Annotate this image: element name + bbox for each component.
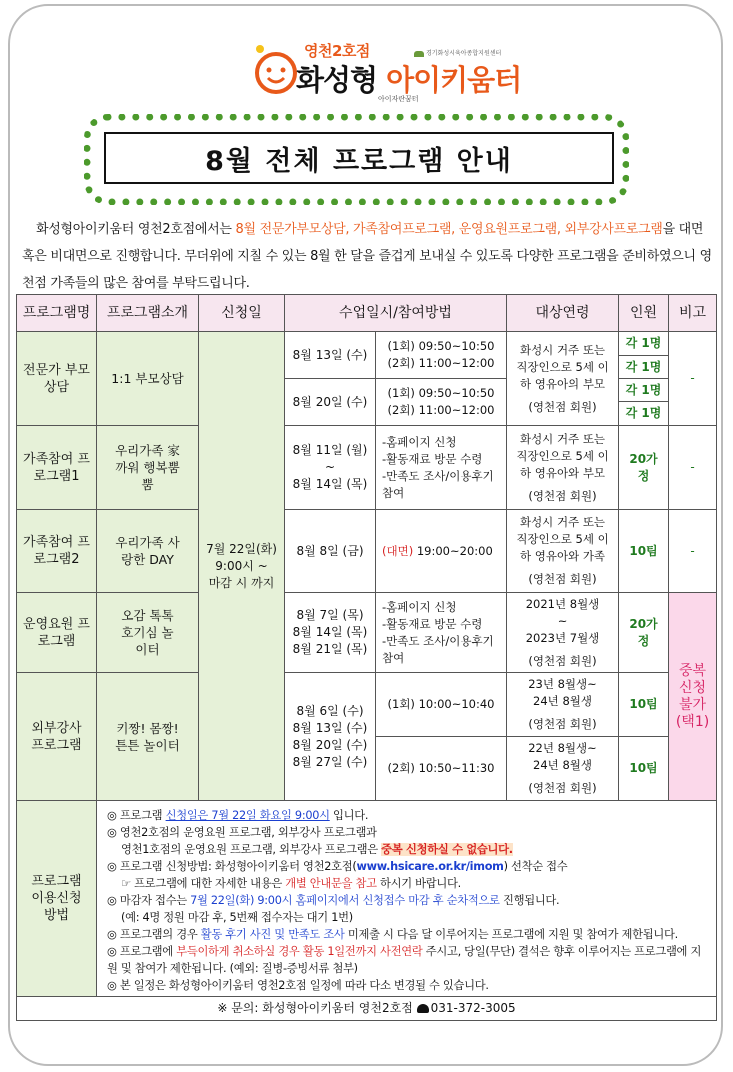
notice-row — [17, 801, 717, 997]
count-cell: 10팀 — [619, 510, 669, 593]
header-headcount: 인원 — [619, 295, 669, 332]
age-line: 23년 8월생~ — [528, 677, 597, 691]
method-cell — [376, 593, 507, 673]
age-text: 화성시 거주 또는 직장인으로 5세 이하 영유아와 부모 — [516, 431, 609, 480]
age-cell — [507, 673, 619, 737]
header-apply-date: 신청일 — [199, 295, 285, 332]
logo-org — [414, 48, 501, 57]
remark-line: (택1) — [675, 713, 710, 730]
age-line: 24년 8월생 — [533, 758, 592, 772]
program-intro-cell: 우리가족 家까워 행복뿜뿜 — [97, 426, 199, 510]
date-line: 8월 27일 (수) — [292, 754, 368, 769]
notice-text: ◎ 프로그램에 — [107, 945, 177, 958]
remark-cell: - — [669, 332, 717, 426]
header-target-age: 대상연령 — [507, 295, 619, 332]
date-line: 8월 14일 (목) — [292, 477, 368, 491]
apply-date-cell — [199, 332, 285, 801]
age-sep: ~ — [557, 613, 568, 628]
method-line: -활동재료 방문 수령 — [382, 451, 483, 466]
notice-line — [107, 926, 710, 943]
notice-text: ☞ 프로그램에 대한 자세한 내용은 — [121, 877, 286, 890]
notice-text: 입니다. — [329, 809, 369, 822]
count-cell: 각 1명 — [619, 379, 669, 402]
contact-label: ※ 문의: 화성형아이키움터 영천2호점 — [217, 1001, 417, 1015]
age-cell — [507, 737, 619, 801]
header-program-intro: 프로그램소개 — [97, 295, 199, 332]
notice-text: 진행됩니다. — [499, 894, 560, 907]
header-schedule: 수업일시/참여방법 — [285, 295, 507, 332]
logo-name-part2: 아이키움터 — [386, 63, 522, 97]
date-cell: 8월 20일 (수) — [285, 379, 376, 426]
age-member: (영천점 회원) — [528, 781, 597, 795]
program-name-cell: 가족참여 프로그램1 — [17, 426, 97, 510]
date-cell — [285, 593, 376, 673]
age-text: 화성시 거주 또는 직장인으로 5세 이하 영유아와 가족 — [516, 515, 609, 563]
notice-line — [107, 858, 710, 875]
method-line: -활동재료 방문 수령 — [382, 616, 483, 631]
apply-line2: 9:00시 ~ — [215, 558, 268, 573]
notice-text: ◎ 프로그램 — [107, 809, 166, 822]
notice-text: ◎ 마감자 접수는 — [107, 894, 191, 907]
age-cell — [507, 426, 619, 510]
notice-text: 하시기 바랍니다. — [376, 877, 461, 890]
method-line: -홈페이지 신청 — [382, 599, 457, 614]
logo-name — [296, 58, 521, 99]
age-member: (영천점 회원) — [528, 572, 597, 586]
program-intro-cell: 1:1 부모상담 — [97, 332, 199, 426]
notice-text: 영천1호점의 운영요원 프로그램, 외부강사 프로그램은 — [121, 843, 382, 856]
apply-line3: 마감 시 까지 — [208, 575, 275, 590]
method-line: -홈페이지 신청 — [382, 434, 457, 449]
program-name-cell: 전문가 부모상담 — [17, 332, 97, 426]
age-line: 2023년 7월생 — [525, 630, 600, 645]
notice-emphasis: 7월 22일(화) 9:00시 홈페이지에서 신청접수 마감 후 순차적으로 — [190, 894, 500, 907]
time-line: (1회) 09:50~10:50 — [387, 386, 495, 400]
remark-line: 신청 — [678, 679, 707, 696]
header-program-name: 프로그램명 — [17, 295, 97, 332]
contact-phone: 031-372-3005 — [430, 1001, 516, 1015]
program-intro-cell: 키짱! 몸짱! 튼튼 놀이터 — [97, 673, 199, 801]
date-line: 8월 13일 (수) — [292, 720, 368, 735]
program-name-cell: 가족참여 프로그램2 — [17, 510, 97, 593]
age-member: (영천점 회원) — [528, 717, 597, 731]
intro-part1: 화성형아이키움터 영천2호점에서는 — [36, 222, 236, 237]
contact-row — [17, 997, 717, 1021]
program-name-cell: 외부강사 프로그램 — [17, 673, 97, 801]
notice-line — [107, 892, 710, 909]
child-face-icon — [250, 42, 298, 96]
table-row — [17, 426, 717, 510]
time-text: 19:00~20:00 — [413, 543, 493, 558]
time-line: (1회) 09:50~10:50 — [387, 339, 495, 353]
notice-line — [107, 943, 710, 977]
apply-line1: 7월 22일(화) — [206, 541, 277, 556]
date-cell — [285, 673, 376, 801]
table-header-row — [17, 295, 717, 332]
date-cell — [285, 426, 376, 510]
time-cell — [376, 332, 507, 379]
logo-branch: 영천2호점 — [304, 42, 370, 60]
notice-line: ◎ 본 일정은 화성형아이키움터 영천2호점 일정에 따라 다소 변경될 수 있습니다. — [107, 979, 489, 992]
age-line: 22년 8월생~ — [528, 741, 597, 755]
table-row — [17, 673, 717, 737]
notice-table — [16, 800, 717, 1021]
homepage-link[interactable]: www.hsicare.or.kr/imom — [356, 860, 504, 873]
notice-line — [107, 875, 710, 892]
table-row — [17, 510, 717, 593]
date-cell: 8월 8일 (금) — [285, 510, 376, 593]
count-cell: 각 1명 — [619, 332, 669, 356]
notice-line: ◎ 영천2호점의 운영요원 프로그램, 외부강사 프로그램과 — [107, 826, 377, 839]
age-cell — [507, 332, 619, 426]
age-line: 2021년 8월생 — [525, 596, 600, 611]
time-cell: (1회) 10:00~10:40 — [376, 673, 507, 737]
count-cell: 20가정 — [619, 593, 669, 673]
count-cell: 각 1명 — [619, 356, 669, 379]
logo-name-part1: 화성형 — [296, 63, 387, 97]
intro-text — [22, 216, 712, 297]
date-cell: 8월 13일 (수) — [285, 332, 376, 379]
notice-text: ◎ 프로그램의 경우 — [107, 928, 201, 941]
time-cell — [376, 379, 507, 426]
table-row — [17, 332, 717, 356]
date-line: 8월 14일 (목) — [292, 625, 368, 639]
intro-highlight: 8월 전문가부모상담, 가족참여프로그램, 운영요원프로그램, 외부강사프로그램 — [235, 222, 663, 237]
program-name-cell: 운영요원 프로그램 — [17, 593, 97, 673]
notice-line — [107, 807, 710, 824]
intro-part2: 을 대면 혹은 비대면으로 진행합니다. 무더위에 지칠 수 있는 8월 한 달을 즐겁게 보내실 수 있도록 다양한 프로그램을 준비하였으니 영천점 가족들의 많은 참여를 부탁드립니다. — [22, 222, 712, 291]
notice-line: (예: 4명 정원 마감 후, 5번째 접수자는 대기 1번) — [121, 911, 353, 924]
notice-line — [107, 841, 710, 858]
remark-cell: - — [669, 426, 717, 510]
date-line: 8월 20일 (수) — [292, 737, 368, 752]
count-cell: 각 1명 — [619, 402, 669, 426]
count-cell: 20가정 — [619, 426, 669, 510]
notice-emphasis: 신청일은 7월 22일 화요일 9:00시 — [165, 809, 330, 822]
date-line: 8월 21일 (목) — [292, 642, 368, 656]
time-line: (2회) 11:00~12:00 — [387, 403, 495, 417]
method-line: -만족도 조사/이용후기 참여 — [382, 468, 494, 500]
program-intro-cell: 우리가족 사랑한 DAY — [97, 510, 199, 593]
notice-title-cell: 프로그램 이용신청 방법 — [17, 801, 97, 997]
remark-cell: - — [669, 510, 717, 593]
logo — [250, 36, 522, 106]
age-text: 화성시 거주 또는 직장인으로 5세 이하 영유아의 부모 — [516, 342, 609, 391]
method-line: -만족도 조사/이용후기 참여 — [382, 633, 494, 665]
age-cell — [507, 593, 619, 673]
notice-text: 미제출 시 다음 달 이루어지는 프로그램에 지원 및 참여가 제한됩니다. — [344, 928, 678, 941]
date-line: 8월 6일 (수) — [296, 703, 364, 718]
date-line: 8월 11일 (월) — [292, 443, 368, 457]
remark-duplicate-cell — [669, 593, 717, 801]
notice-body — [97, 801, 717, 997]
schedule-table — [16, 294, 717, 801]
age-cell — [507, 510, 619, 593]
logo-sub: 아이자란꿈터 — [378, 95, 419, 103]
time-cell — [376, 510, 507, 593]
notice-emphasis: 활동 후기 사진 및 만족도 조사 — [200, 928, 345, 941]
notice-text: ) 선착순 접수 — [503, 860, 568, 873]
count-cell: 10팀 — [619, 673, 669, 737]
logo-org-text: 경기화성시육아종합지원센터 — [426, 50, 502, 57]
time-line: (2회) 11:00~12:00 — [387, 356, 495, 370]
phone-icon — [417, 1004, 429, 1013]
method-tag: (대면) — [382, 543, 414, 558]
age-member: (영천점 회원) — [528, 653, 597, 668]
header-remarks: 비고 — [669, 295, 717, 332]
contact-cell — [17, 997, 717, 1021]
age-member: (영천점 회원) — [528, 488, 597, 503]
notice-text: 주시고, 당일(무단) 결석은 향후 이루어지는 프로그램에 지원 및 참여가 제한됩니다. (예외: 질병-증빙서류 첨부) — [107, 945, 702, 975]
notice-emphasis: 중복 신청하실 수 없습니다. — [381, 843, 513, 856]
page-title: 8월 전체 프로그램 안내 — [104, 132, 614, 184]
age-line: 24년 8월생 — [533, 694, 592, 708]
org-icon — [414, 51, 424, 57]
method-cell — [376, 426, 507, 510]
notice-emphasis: 개별 안내문을 참고 — [285, 877, 377, 890]
time-cell: (2회) 10:50~11:30 — [376, 737, 507, 801]
notice-text: ◎ 프로그램 신청방법: 화성형아이키움터 영천2호점( — [107, 860, 357, 873]
date-sep: ~ — [324, 460, 336, 474]
notice-emphasis: 부득이하게 취소하실 경우 활동 1일전까지 사전연락 — [176, 945, 423, 958]
table-row — [17, 593, 717, 673]
remark-line: 중복 — [678, 662, 707, 679]
age-member: (영천점 회원) — [528, 399, 597, 414]
remark-line: 불가 — [678, 696, 707, 713]
count-cell: 10팀 — [619, 737, 669, 801]
date-line: 8월 7일 (목) — [296, 608, 364, 622]
program-intro-cell: 오감 톡톡 호기심 놀이터 — [97, 593, 199, 673]
